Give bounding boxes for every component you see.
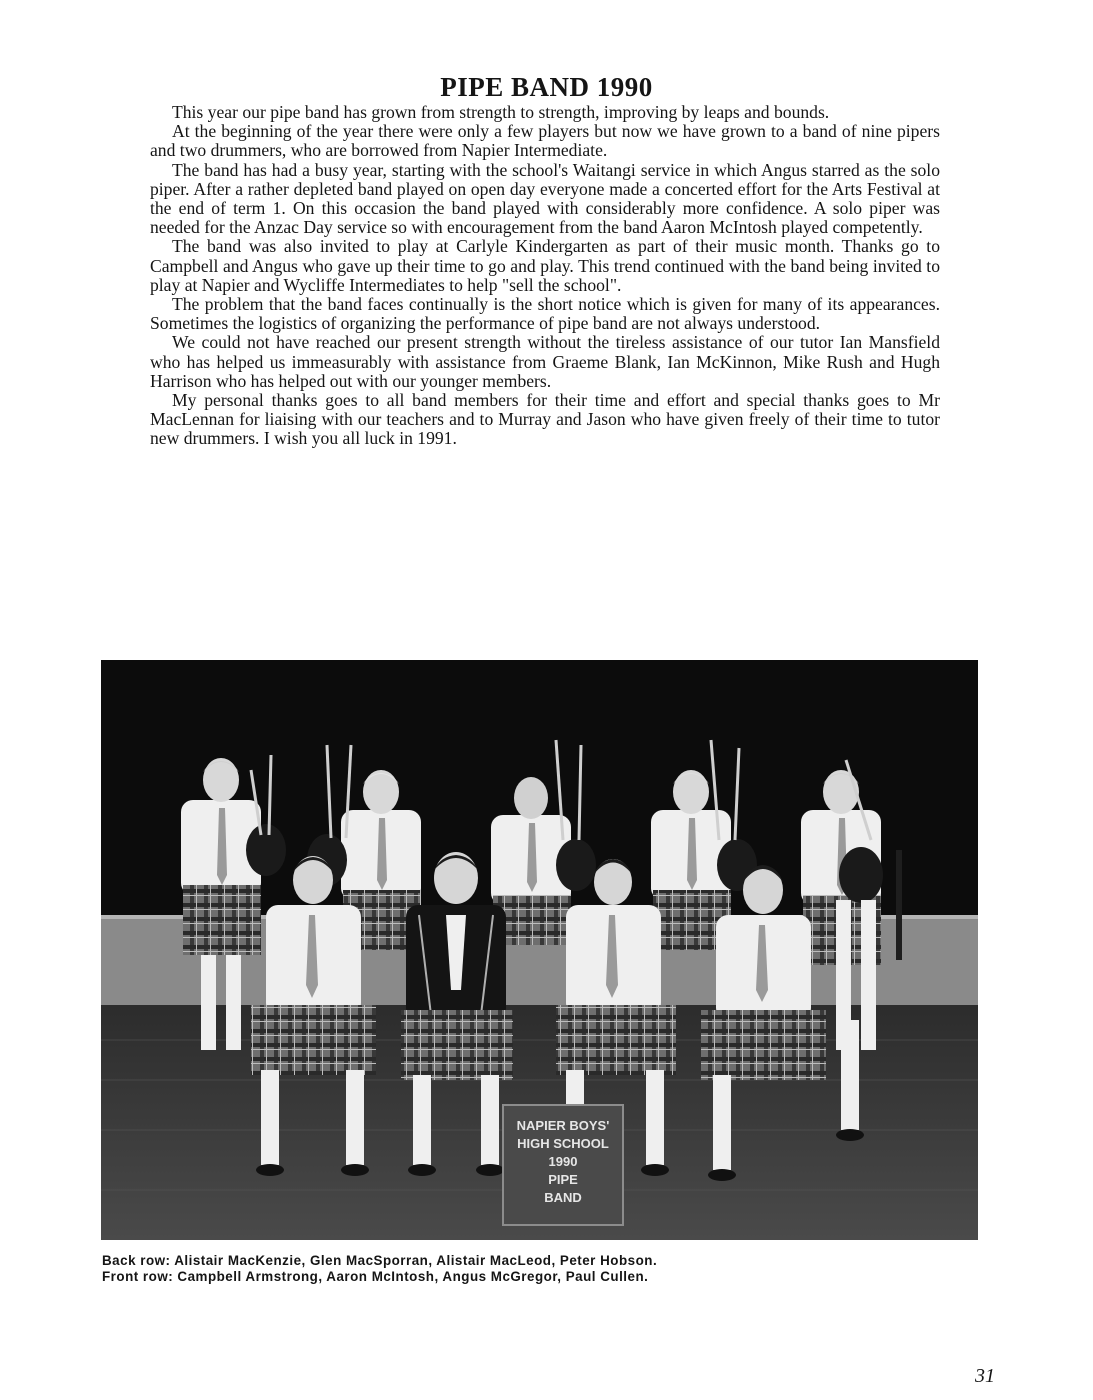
article-paragraph: This year our pipe band has grown from strength to strength, improving by leaps and bounds.: [172, 102, 830, 122]
sign-line: BAND: [544, 1190, 582, 1205]
article-paragraph: At the beginning of the year there were only a few players but now we have grown to a band of nine pipers and two drummers, who are borrowed from Napier Intermediate.: [150, 121, 940, 161]
caption-front-row: Front row: Campbell Armstrong, Aaron McIntosh, Angus McGregor, Paul Cullen.: [102, 1269, 649, 1284]
page-number: 31: [975, 1365, 995, 1387]
band-photo-illustration: [101, 660, 978, 1240]
sign-line: 1990: [548, 1154, 578, 1169]
sign-line: PIPE: [548, 1172, 578, 1187]
sign-line: NAPIER BOYS': [516, 1118, 610, 1133]
article-paragraph: We could not have reached our present strength without the tireless assistance of our tutor Ian Mansfield who has helped us immeasurably with assistance from Graeme Blank, Ian McKinnon, Mike Rush and Hugh Harrison who has helped out with our younger members.: [150, 332, 940, 391]
article-paragraph: The band was also invited to play at Carlyle Kindergarten as part of their music month. Thanks go to Campbell and Angus who gave up their time to go and play. This trend continued with the band being invited to play at Napier and Wycliffe Intermediates to help "sell the school".: [150, 236, 940, 295]
article-paragraph: The problem that the band faces continually is the short notice which is given for many of its appearances. Sometimes the logistics of organizing the performance of pipe band are not always understood.: [150, 294, 940, 334]
sign-line: HIGH SCHOOL: [517, 1136, 609, 1151]
band-photo: [101, 660, 978, 1240]
article-paragraph: The band has had a busy year, starting with the school's Waitangi service in which Angus starred as the solo piper. After a rather depleted band played on open day everyone made a concerted effort for the Arts Festival at the end of term 1. On this occasion the band played with considerably more confidence. A solo piper was needed for the Anzac Day service so with encouragement from the band Aaron McIntosh played competently.: [150, 159, 940, 238]
page-title: PIPE BAND 1990: [440, 72, 653, 102]
article-paragraph: My personal thanks goes to all band members for their time and effort and special thanks goes to Mr MacLennan for liaising with our teachers and to Murray and Jason who have given freely of their time to tutor new drummers. I wish you all luck in 1991.: [150, 390, 940, 449]
article-body: [150, 103, 940, 449]
caption-back-row: Back row: Alistair MacKenzie, Glen MacSporran, Alistair MacLeod, Peter Hobson.: [102, 1253, 658, 1268]
band-sign: [503, 1105, 623, 1225]
photo-caption: [102, 1253, 982, 1285]
